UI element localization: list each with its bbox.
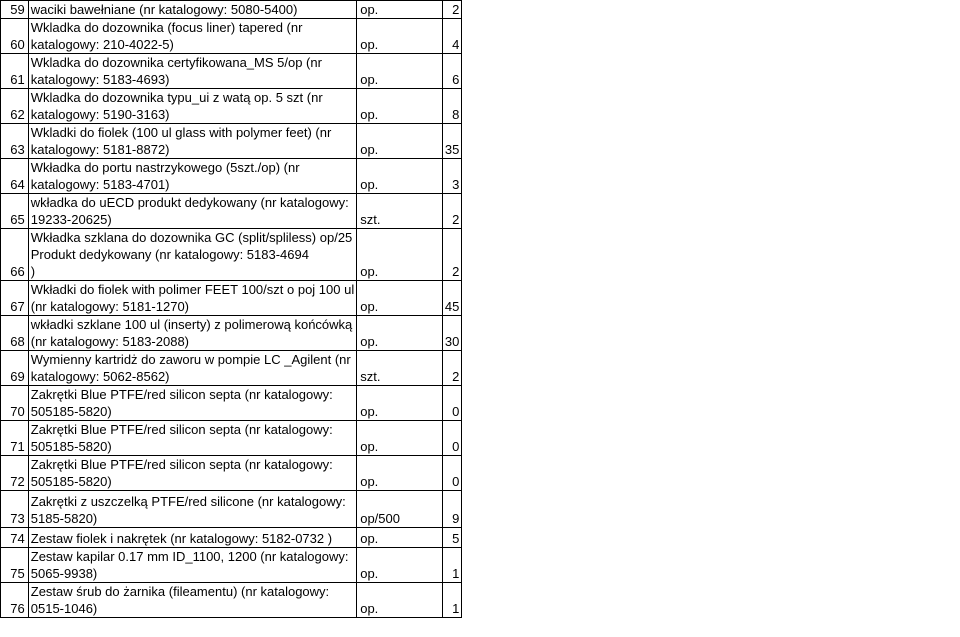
item-description xyxy=(28,194,356,229)
item-description xyxy=(28,281,356,316)
row-number: 74 xyxy=(1,528,29,548)
row-number: 72 xyxy=(1,456,29,491)
item-description xyxy=(28,19,356,54)
blank-area xyxy=(462,583,960,618)
unit: op. xyxy=(357,316,443,351)
description-line: Zestaw śrub do żarnika (fileamentu) (nr katalogowy: xyxy=(30,584,330,599)
item-description xyxy=(28,229,356,281)
table-row xyxy=(1,1,960,19)
description-line: katalogowy: 5183-4693) xyxy=(30,72,170,87)
description-line: waciki bawełniane (nr katalogowy: 5080-5400) xyxy=(30,2,298,17)
blank-area xyxy=(462,421,960,456)
description-line: katalogowy: 5190-3163) xyxy=(30,107,170,122)
quantity: 30 xyxy=(442,316,461,351)
blank-area xyxy=(462,528,960,548)
blank-area xyxy=(462,386,960,421)
quantity: 1 xyxy=(442,583,461,618)
row-number: 59 xyxy=(1,1,29,19)
blank-area xyxy=(462,281,960,316)
row-number: 62 xyxy=(1,89,29,124)
description-line: 5185-5820) xyxy=(30,511,98,526)
quantity: 1 xyxy=(442,548,461,583)
blank-area xyxy=(462,229,960,281)
description-line: Wymienny kartridż do zaworu w pompie LC _Agilent (nr xyxy=(30,352,351,367)
item-description xyxy=(28,351,356,386)
row-number: 75 xyxy=(1,548,29,583)
unit: szt. xyxy=(357,194,443,229)
row-number: 69 xyxy=(1,351,29,386)
unit: op. xyxy=(357,19,443,54)
table-row xyxy=(1,89,960,124)
description-line: wkładki szklane 100 ul (inserty) z polimerową końcówką xyxy=(30,317,353,332)
blank-area xyxy=(462,124,960,159)
unit: op. xyxy=(357,159,443,194)
blank-area xyxy=(462,19,960,54)
description-line: katalogowy: 5062-8562) xyxy=(30,369,170,384)
quantity: 45 xyxy=(442,281,461,316)
description-line: 19233-20625) xyxy=(30,212,112,227)
description-line: (nr katalogowy: 5181-1270) xyxy=(30,299,190,314)
quantity: 2 xyxy=(442,1,461,19)
row-number: 60 xyxy=(1,19,29,54)
blank-area xyxy=(462,159,960,194)
table-row xyxy=(1,54,960,89)
blank-area xyxy=(462,548,960,583)
table-row xyxy=(1,351,960,386)
table-row xyxy=(1,421,960,456)
quantity: 2 xyxy=(442,351,461,386)
table-row xyxy=(1,281,960,316)
unit: op. xyxy=(357,386,443,421)
unit: op. xyxy=(357,421,443,456)
description-line: 505185-5820) xyxy=(30,404,112,419)
row-number: 63 xyxy=(1,124,29,159)
unit: op. xyxy=(357,281,443,316)
unit: op. xyxy=(357,89,443,124)
quantity: 4 xyxy=(442,19,461,54)
item-description xyxy=(28,316,356,351)
unit: op/500 xyxy=(357,491,443,528)
table-row xyxy=(1,583,960,618)
description-line: katalogowy: 5181-8872) xyxy=(30,142,170,157)
quantity: 35 xyxy=(442,124,461,159)
description-line: 505185-5820) xyxy=(30,474,112,489)
blank-area xyxy=(462,491,960,528)
row-number: 65 xyxy=(1,194,29,229)
description-line: Zakrętki Blue PTFE/red silicon septa (nr katalogowy: xyxy=(30,422,333,437)
blank-area xyxy=(462,1,960,19)
unit: op. xyxy=(357,1,443,19)
description-line: Wkladki do fiolek (100 ul glass with polymer feet) (nr xyxy=(30,125,332,140)
blank-area xyxy=(462,54,960,89)
item-description xyxy=(28,159,356,194)
item-description xyxy=(28,583,356,618)
item-description xyxy=(28,528,356,548)
unit: op. xyxy=(357,456,443,491)
quantity: 0 xyxy=(442,456,461,491)
table-row xyxy=(1,528,960,548)
table-row xyxy=(1,386,960,421)
description-line: 0515-1046) xyxy=(30,601,98,616)
quantity: 2 xyxy=(442,194,461,229)
row-number: 71 xyxy=(1,421,29,456)
table-row xyxy=(1,316,960,351)
item-description xyxy=(28,124,356,159)
description-line: Wkładka szklana do dozownika GC (split/spliless) op/25 xyxy=(30,230,353,245)
item-description xyxy=(28,89,356,124)
quantity: 3 xyxy=(442,159,461,194)
item-description xyxy=(28,386,356,421)
description-line: wkładka do uECD produkt dedykowany (nr katalogowy: xyxy=(30,195,349,210)
description-line: Zakrętki Blue PTFE/red silicon septa (nr katalogowy: xyxy=(30,387,333,402)
row-number: 66 xyxy=(1,229,29,281)
description-line: Zakrętki z uszczelką PTFE/red silicone (nr katalogowy: xyxy=(30,494,346,509)
description-line: Produkt dedykowany (nr katalogowy: 5183-4694 xyxy=(30,247,309,262)
item-description xyxy=(28,491,356,528)
table-row xyxy=(1,159,960,194)
row-number: 73 xyxy=(1,491,29,528)
item-description xyxy=(28,54,356,89)
description-line: Wkładka do portu nastrzykowego (5szt./op) (nr xyxy=(30,160,300,175)
row-number: 67 xyxy=(1,281,29,316)
quantity: 8 xyxy=(442,89,461,124)
blank-area xyxy=(462,351,960,386)
table-row xyxy=(1,456,960,491)
item-description xyxy=(28,548,356,583)
table-row xyxy=(1,229,960,281)
description-line: Wkladka do dozownika typu_ui z watą op. 5 szt (nr xyxy=(30,90,323,105)
table-row xyxy=(1,194,960,229)
quantity: 2 xyxy=(442,229,461,281)
description-line: Wkładki do fiolek with polimer FEET 100/szt o poj 100 ul xyxy=(30,282,355,297)
description-line: 505185-5820) xyxy=(30,439,112,454)
blank-area xyxy=(462,316,960,351)
quantity: 0 xyxy=(442,421,461,456)
row-number: 70 xyxy=(1,386,29,421)
row-number: 68 xyxy=(1,316,29,351)
item-description xyxy=(28,1,356,19)
item-description xyxy=(28,456,356,491)
description-line: 5065-9938) xyxy=(30,566,98,581)
quantity: 6 xyxy=(442,54,461,89)
unit: szt. xyxy=(357,351,443,386)
description-line: Zestaw fiolek i nakrętek (nr katalogowy: 5182-0732 ) xyxy=(30,531,333,546)
unit: op. xyxy=(357,548,443,583)
blank-area xyxy=(462,456,960,491)
description-line: (nr katalogowy: 5183-2088) xyxy=(30,334,190,349)
quantity: 5 xyxy=(442,528,461,548)
blank-area xyxy=(462,194,960,229)
unit: op. xyxy=(357,54,443,89)
unit: op. xyxy=(357,124,443,159)
description-line: katalogowy: 5183-4701) xyxy=(30,177,170,192)
description-line: Wkladka do dozownika certyfikowana_MS 5/op (nr xyxy=(30,55,322,70)
table-row xyxy=(1,124,960,159)
table-row xyxy=(1,491,960,528)
description-line: ) xyxy=(30,264,36,279)
unit: op. xyxy=(357,528,443,548)
blank-area xyxy=(462,89,960,124)
quantity: 0 xyxy=(442,386,461,421)
unit: op. xyxy=(357,583,443,618)
description-line: Zakrętki Blue PTFE/red silicon septa (nr katalogowy: xyxy=(30,457,333,472)
row-number: 76 xyxy=(1,583,29,618)
table-row xyxy=(1,548,960,583)
item-description xyxy=(28,421,356,456)
description-line: Zestaw kapilar 0.17 mm ID_1100, 1200 (nr katalogowy: xyxy=(30,549,349,564)
row-number: 64 xyxy=(1,159,29,194)
quantity: 9 xyxy=(442,491,461,528)
description-line: katalogowy: 210-4022-5) xyxy=(30,37,174,52)
table-row xyxy=(1,19,960,54)
unit: op. xyxy=(357,229,443,281)
description-line: Wkladka do dozownika (focus liner) tapered (nr xyxy=(30,20,303,35)
row-number: 61 xyxy=(1,54,29,89)
